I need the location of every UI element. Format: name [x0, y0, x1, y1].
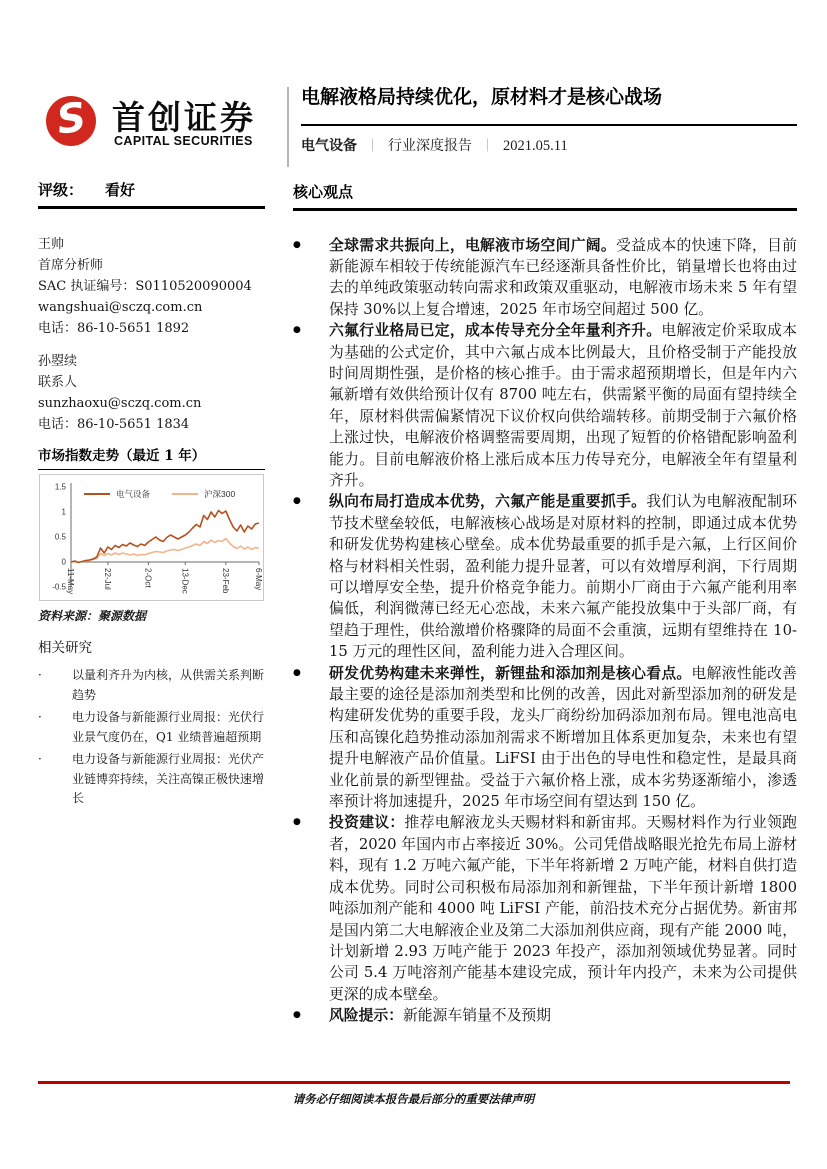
bullet-dot-icon: · [38, 668, 42, 682]
bullet-icon: ● [293, 667, 301, 678]
svg-text:沪深300: 沪深300 [204, 489, 236, 499]
related-research-list [38, 666, 265, 809]
core-view-item [293, 663, 797, 813]
sidebar [38, 179, 265, 812]
core-view-lead: 投资建议： [329, 814, 405, 832]
analyst-line: 孙曌续 [38, 353, 78, 369]
svg-text:电气设备: 电气设备 [116, 489, 151, 499]
analyst-line: SAC 执证编号：S0110520090004 [38, 278, 252, 294]
core-view-lead: 风险提示： [329, 1007, 403, 1025]
core-view-lead: 纵向布局打造成本优势，六氟产能是重要抓手。 [329, 493, 647, 511]
brand-name-cn: 首创证券 [112, 99, 256, 136]
report-meta [301, 135, 797, 155]
related-research-section [38, 639, 265, 809]
rating-divider [38, 206, 265, 209]
core-view-item [293, 1005, 797, 1026]
core-view-lead: 研发优势构建未来弹性，新锂盐和添加剂是核心看点。 [329, 664, 692, 682]
chart-source-note: 资料来源：聚源数据 [38, 609, 147, 623]
related-research-item-text: 电力设备与新能源行业周报：光伏行业景气度仍在，Q1 业绩普遍超预期 [72, 710, 265, 744]
analyst-list [38, 234, 265, 435]
bullet-icon: ● [293, 817, 301, 828]
analyst-line: wangshuai@sczq.com.cn [38, 299, 203, 315]
core-views-heading: 核心观点 [293, 184, 354, 201]
related-research-item-text: 电力设备与新能源行业周报：光伏产业链博弈持续，关注高镍正极快速增长 [72, 752, 265, 805]
core-view-text: 纵向布局打造成本优势，六氟产能是重要抓手。我们认为电解液配制环节技术壁垒较低，电解液核心战场是对原材料的控制，即通过成本优势和研发优势构建核心壁垒。成本优势最重要的抓手是六氟，上行区间价格与材料相关性弱，盈利能力提升显著，可以有效增厚利润，下行周期可以增厚安全垫，提升价格竞争能力。前期小厂商由于六氟产能利用率偏低，利润微薄已经无心恋战，未来六氟产能投放集中于头部厂商，有望趋于理性，供给激增价格骤降的局面不会重演，远期有望维持在 10-15 万元的理性区间，盈利能力进入合理区间。 [329, 493, 797, 661]
svg-text:22-Jul: 22-Jul [102, 568, 112, 590]
rating-label: 评级： [38, 182, 84, 199]
company-logo-icon [46, 96, 96, 146]
core-view-text: 全球需求共振向上，电解液市场空间广阔。受益成本的快速下降，目前新能源车相较于传统能源汽车已经逐渐具备性价比，销量增长也将由过去的单纯政策驱动转向需求和政策双重驱动，电解液市场未来 5 年有望保持 30%以上复合增速，2025 年市场空间超过 500 亿。 [329, 236, 797, 318]
svg-text:6-May: 6-May [254, 568, 263, 591]
core-views-divider [293, 208, 797, 211]
meta-separator: ｜ [366, 138, 380, 153]
core-views-list [293, 235, 797, 1027]
core-view-text: 研发优势构建未来弹性，新锂盐和添加剂是核心看点。电解液性能改善最主要的途径是添加剂类型和比例的改善，因此对新型添加剂的研发是构建研发优势的重要手段，龙头厂商纷纷加码添加剂布局。锂电池高电压和高镍化趋势推动添加剂需求不断增加且体系更加复杂，未来也有望提升电解液产品价值量。LiFSI 由于出色的导电性和稳定性，是最具商业化前景的新型锂盐。受益于六氟价格上涨，成本劣势逐渐缩小，渗透率预计将加速提升，2025 年市场空间有望达到 150 亿。 [329, 664, 797, 811]
related-research-item[interactable] [38, 750, 265, 809]
bullet-dot-icon: · [38, 752, 42, 766]
svg-text:23-Feb: 23-Feb [220, 568, 230, 594]
header-vertical-divider [287, 87, 289, 167]
report-date: 2021.05.11 [503, 138, 568, 154]
analyst-line: 联系人 [38, 374, 78, 390]
analyst-line: 电话：86-10-5651 1834 [38, 416, 190, 432]
logo-letter: S [53, 94, 89, 144]
core-view-lead: 六氟行业格局已定，成本传导充分全年量利齐升。 [329, 322, 662, 340]
industry-label: 电气设备 [301, 137, 357, 153]
svg-text:11-May: 11-May [66, 568, 75, 595]
footer-divider [38, 1081, 790, 1084]
core-view-item [293, 320, 797, 491]
chart-title-divider [38, 469, 265, 471]
related-research-heading: 相关研究 [38, 640, 92, 656]
svg-text:13-Dec: 13-Dec [180, 568, 190, 594]
main-content [293, 181, 797, 1027]
svg-text:1: 1 [61, 507, 66, 517]
svg-text:0.5: 0.5 [54, 532, 66, 542]
header-title-block [301, 85, 797, 155]
rating-row [38, 179, 265, 200]
core-view-text: 风险提示：新能源车销量不及预期 [329, 1007, 551, 1025]
svg-text:1.5: 1.5 [54, 482, 66, 492]
core-view-item [293, 812, 797, 1005]
related-research-item-text: 以量利齐升为内核，从供需关系判断趋势 [72, 668, 265, 702]
report-title: 电解液格局持续优化，原材料才是核心战场 [301, 87, 663, 108]
market-index-chart [38, 473, 265, 603]
title-divider [301, 124, 797, 126]
bullet-icon: ● [293, 325, 301, 336]
core-view-lead: 全球需求共振向上，电解液市场空间广阔。 [329, 236, 617, 254]
rating-value: 看好 [105, 182, 136, 199]
footer-disclaimer: 请务必仔细阅读本报告最后部分的重要法律声明 [292, 1092, 535, 1106]
related-research-item[interactable] [38, 708, 265, 747]
market-chart-title: 市场指数走势（最近 1 年） [38, 447, 206, 464]
report-type-label: 行业深度报告 [388, 137, 473, 153]
bullet-icon: ● [293, 1010, 301, 1021]
analyst-line: 电话：86-10-5651 1892 [38, 320, 190, 336]
brand-name-en: CAPITAL SECURITIES [114, 134, 253, 148]
analyst-block [38, 234, 265, 339]
core-view-item [293, 235, 797, 321]
bullet-icon: ● [293, 239, 301, 250]
svg-text:2-Oct: 2-Oct [143, 568, 153, 588]
svg-text:0: 0 [61, 557, 66, 567]
analyst-line: sunzhaoxu@sczq.com.cn [38, 395, 202, 411]
core-view-text: 投资建议：推荐电解液龙头天赐材料和新宙邦。天赐材料作为行业领跑者，2020 年国内市占率接近 30%。公司凭借战略眼光抢先布局上游材料，现有 1.2 万吨六氟产能，下半年将新增 2 万吨产能，材料自供打造成本优势。同时公司积极布局添加剂和新锂盐，下半年预计新增 1800 吨添加剂产能和 4000 吨 LiFSI 产能，前沿技术充分占据优势。新宙邦是国内第二大电解液企业及第二大添加剂供应商，现有产能 2000 吨，计划新增 2.93 万吨产能于 2023 年投产，添加剂领域优势显著。同时公司 5.4 万吨溶剂产能基本建设完成，预计年内投产，未来为公司提供更深的成本壁垒。 [329, 814, 797, 1003]
meta-separator: ｜ [481, 138, 495, 153]
analyst-line: 王帅 [38, 236, 65, 252]
svg-text:-0.5: -0.5 [52, 582, 66, 592]
bullet-icon: ● [293, 496, 301, 507]
bullet-dot-icon: · [38, 710, 42, 724]
related-research-item[interactable] [38, 666, 265, 705]
core-view-text: 六氟行业格局已定，成本传导充分全年量利齐升。电解液定价采取成本为基础的公式定价，其中六氟占成本比例最大，且价格受制于产能投放时间周期性强，是价格的核心推手。由于需求超预期增长，但是年内六氟新增有效供给预计仅有 8700 吨左右，供需紧平衡的局面有望持续全年，原材料供需偏紧情况下议价权向供给端转移。前期受制于六氟价格上涨过快，电解液价格调整需要周期，出现了短暂的价格错配影响盈利能力。目前电解液价格上涨后成本压力传导充分，电解液全年有望量利齐升。 [329, 322, 797, 489]
market-chart-section [38, 447, 265, 625]
analyst-line: 首席分析师 [38, 257, 104, 273]
analyst-block [38, 351, 265, 435]
core-view-item [293, 491, 797, 662]
